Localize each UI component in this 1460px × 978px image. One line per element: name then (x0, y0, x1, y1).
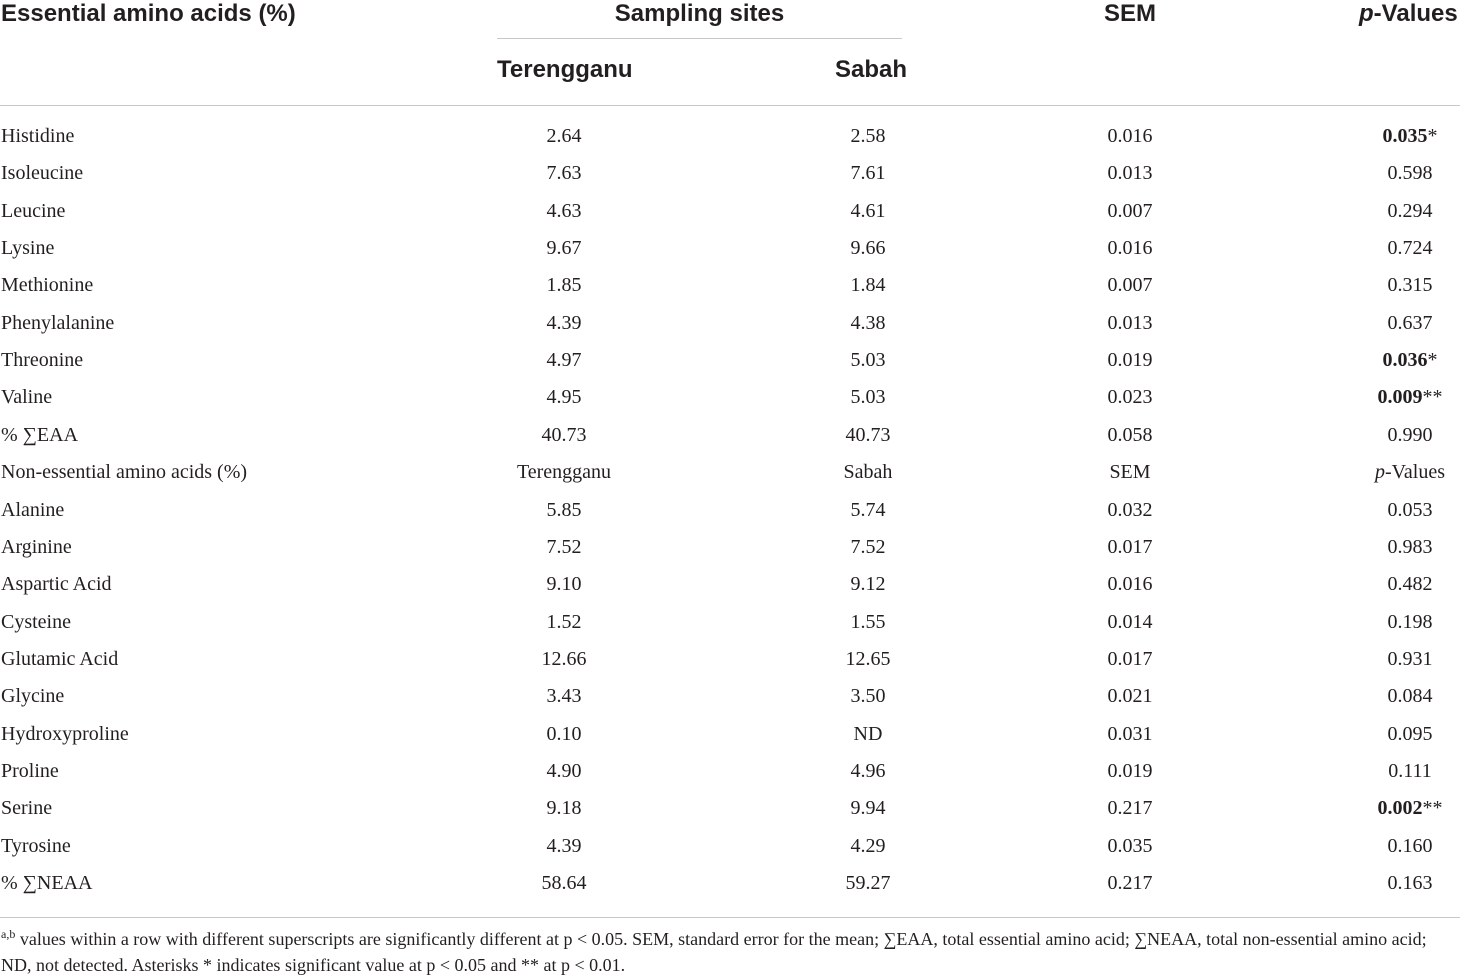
p-values-italic: p (1375, 461, 1385, 484)
sabah-value (768, 865, 968, 902)
terengganu-value (464, 230, 664, 267)
header-terengganu: Terengganu (497, 56, 633, 83)
amino-acid-name (1, 155, 83, 192)
sabah-value (768, 155, 968, 192)
p-value-number: 0.637 (1387, 311, 1433, 334)
sabah-value (768, 604, 968, 641)
p-value-number: 0.084 (1387, 685, 1433, 708)
header-sabah: Sabah (835, 56, 908, 83)
amino-acid-name-value: Glycine (1, 685, 65, 708)
amino-acid-name-value: Phenylalanine (1, 311, 115, 334)
amino-acid-name (1, 828, 71, 865)
amino-acid-name (1, 753, 59, 790)
amino-acid-name (1, 492, 64, 529)
table-row (0, 753, 1460, 790)
p-value-number: 0.036 (1382, 349, 1428, 372)
terengganu-value (464, 379, 664, 416)
table-row (0, 678, 1460, 715)
table-row (0, 118, 1460, 155)
p-value-number: 0.724 (1387, 237, 1433, 260)
footnote-superscript: a,b (1, 927, 16, 941)
sabah-value (768, 267, 968, 304)
terengganu-value (464, 267, 664, 304)
terengganu-value-value: 4.90 (546, 759, 582, 782)
amino-acid-name-value: % ∑NEAA (1, 872, 93, 894)
terengganu-value-value: 2.64 (546, 125, 582, 147)
p-value (1310, 641, 1460, 678)
amino-acid-name-value: Methionine (1, 274, 94, 297)
sabah-value-value: 5.03 (850, 349, 886, 372)
amino-acid-name (1, 118, 74, 155)
sem-value (1030, 865, 1230, 902)
terengganu-value (464, 604, 664, 641)
p-value (1310, 828, 1460, 865)
terengganu-value (464, 566, 664, 603)
table-row (0, 492, 1460, 529)
terengganu-value-value: 0.10 (546, 722, 582, 745)
amino-acid-name-value: % ∑EAA (1, 423, 79, 446)
amino-acid-name (1, 529, 72, 566)
amino-acid-name-value: Leucine (1, 199, 66, 222)
sem-value (1030, 454, 1230, 491)
sem-value-value: 0.013 (1107, 311, 1153, 334)
terengganu-value (464, 828, 664, 865)
table-row (0, 193, 1460, 230)
amino-acid-name (1, 604, 71, 641)
sem-value-value: 0.016 (1107, 125, 1153, 147)
table-row (0, 529, 1460, 566)
amino-acid-name-value: Valine (1, 386, 53, 409)
p-value-number: 0.009 (1377, 386, 1423, 409)
sabah-value-value: 9.66 (850, 237, 886, 260)
sabah-value-value: 5.03 (850, 386, 886, 409)
sabah-value (768, 417, 968, 454)
sabah-value (768, 641, 968, 678)
terengganu-value-value: 7.52 (546, 535, 582, 558)
amino-acid-name (1, 417, 78, 454)
sabah-value (768, 753, 968, 790)
p-value (1310, 155, 1460, 192)
table-row (0, 865, 1460, 902)
terengganu-value-value: 9.10 (546, 573, 582, 596)
sem-value (1030, 155, 1230, 192)
header-sampling-sites: Sampling sites (614, 0, 785, 27)
sem-value (1030, 604, 1230, 641)
p-value-number: 0.163 (1387, 872, 1433, 894)
amino-acid-name-value: Serine (1, 797, 53, 820)
terengganu-value (464, 193, 664, 230)
sabah-value (768, 529, 968, 566)
sabah-value-value: Sabah (843, 461, 893, 484)
sabah-value (768, 678, 968, 715)
sem-value-value: 0.014 (1107, 610, 1153, 633)
p-value (1310, 267, 1460, 304)
amino-acid-name-value: Tyrosine (1, 834, 71, 857)
table-row (0, 604, 1460, 641)
sabah-value-value: 4.61 (850, 199, 886, 222)
p-value (1310, 305, 1460, 342)
amino-acid-name-value: Cysteine (1, 610, 71, 633)
significance-asterisk: * (1427, 349, 1438, 372)
sem-value-value: 0.058 (1107, 423, 1153, 446)
table-row (0, 230, 1460, 267)
p-value (1310, 716, 1460, 753)
sem-value (1030, 379, 1230, 416)
terengganu-value-value: 12.66 (541, 647, 587, 670)
terengganu-value-value: 4.95 (546, 386, 582, 409)
sabah-value-value: 5.74 (850, 498, 886, 521)
sabah-value (768, 492, 968, 529)
terengganu-value (464, 790, 664, 827)
p-value (1310, 492, 1460, 529)
table-bottom-rule (0, 917, 1460, 918)
amino-acid-name-value: Aspartic Acid (1, 573, 112, 596)
p-value-number: 0.482 (1387, 573, 1433, 596)
terengganu-value (464, 342, 664, 379)
sabah-value-value: 1.84 (850, 274, 886, 297)
table-footnote (1, 926, 1459, 978)
sabah-value (768, 193, 968, 230)
amino-acid-name-value: Arginine (1, 535, 72, 558)
sabah-value (768, 566, 968, 603)
sem-value-value: 0.017 (1107, 535, 1153, 558)
terengganu-value-value: 3.43 (546, 685, 582, 708)
p-value (1310, 379, 1460, 416)
sabah-value-value: 2.58 (850, 125, 886, 147)
table-row (0, 155, 1460, 192)
sabah-value (768, 790, 968, 827)
amino-acid-name-value: Alanine (1, 498, 65, 521)
sem-value (1030, 641, 1230, 678)
sem-value-value: 0.021 (1107, 685, 1153, 708)
sem-value (1030, 529, 1230, 566)
sem-value (1030, 492, 1230, 529)
terengganu-value-value: 4.97 (546, 349, 582, 372)
p-value (1310, 790, 1460, 827)
p-value-number: 0.198 (1387, 610, 1433, 633)
amino-acid-name (1, 193, 65, 230)
sabah-value (768, 379, 968, 416)
p-value (1310, 604, 1460, 641)
header-essential-amino-acids: Essential amino acids (%) (1, 0, 296, 27)
sem-value (1030, 417, 1230, 454)
sem-value-value: 0.016 (1107, 237, 1153, 260)
terengganu-value-value: 4.39 (546, 311, 582, 334)
sem-value (1030, 230, 1230, 267)
table-row (0, 342, 1460, 379)
terengganu-value-value: 5.85 (546, 498, 582, 521)
p-value-number: 0.095 (1387, 722, 1433, 745)
terengganu-value (464, 753, 664, 790)
amino-acid-name-value: Non-essential amino acids (%) (1, 461, 248, 484)
sem-value-value: 0.023 (1107, 386, 1153, 409)
sabah-value-value: 4.38 (850, 311, 886, 334)
table-row (0, 828, 1460, 865)
terengganu-value (464, 678, 664, 715)
amino-acid-name-value: Threonine (1, 349, 84, 372)
table-row (0, 641, 1460, 678)
terengganu-value-value: 9.18 (546, 797, 582, 820)
p-value (1310, 230, 1460, 267)
table-row (0, 716, 1460, 753)
sem-value-value: 0.007 (1107, 199, 1153, 222)
sabah-value-value: 12.65 (845, 647, 891, 670)
terengganu-value (464, 417, 664, 454)
sabah-value-value: 9.12 (850, 573, 886, 596)
sem-value-value: 0.019 (1107, 759, 1153, 782)
p-value (1310, 193, 1460, 230)
p-value-number: 0.035 (1382, 125, 1428, 147)
sem-value (1030, 790, 1230, 827)
terengganu-value-value: 4.63 (546, 199, 582, 222)
terengganu-value (464, 529, 664, 566)
sem-value-value: 0.017 (1107, 647, 1153, 670)
terengganu-value (464, 118, 664, 155)
sabah-value (768, 305, 968, 342)
header-bottom-rule (0, 105, 1460, 106)
sem-value-value: SEM (1109, 461, 1151, 484)
amino-acid-name (1, 716, 129, 753)
amino-acid-name (1, 379, 52, 416)
p-value-number: 0.053 (1387, 498, 1433, 521)
p-value-number: 0.598 (1387, 162, 1433, 185)
terengganu-value-value: 9.67 (546, 237, 582, 260)
p-value (1310, 566, 1460, 603)
terengganu-value-value: 7.63 (546, 162, 582, 185)
p-value-number: 0.160 (1387, 834, 1433, 857)
p-value (1310, 454, 1460, 491)
sabah-value (768, 230, 968, 267)
sem-value (1030, 753, 1230, 790)
terengganu-value-value: 40.73 (541, 423, 587, 446)
sabah-value-value: 4.96 (850, 759, 886, 782)
header-p-values: p-Values (1359, 0, 1458, 27)
amino-acid-name (1, 790, 52, 827)
table-row (0, 566, 1460, 603)
sabah-value (768, 828, 968, 865)
significance-asterisk: ** (1422, 386, 1443, 409)
table-row (0, 305, 1460, 342)
amino-acid-name-value: Glutamic Acid (1, 647, 119, 670)
table-row (0, 417, 1460, 454)
sabah-value-value: 1.55 (850, 610, 886, 633)
sampling-sites-rule (497, 38, 902, 39)
sabah-value-value: 4.29 (850, 834, 886, 857)
sem-value-value: 0.035 (1107, 834, 1153, 857)
sabah-value (768, 118, 968, 155)
terengganu-value (464, 492, 664, 529)
table-row (0, 379, 1460, 416)
p-value-number: 0.294 (1387, 199, 1433, 222)
sem-value (1030, 828, 1230, 865)
sabah-value (768, 342, 968, 379)
terengganu-value (464, 716, 664, 753)
sabah-value-value: 40.73 (845, 423, 891, 446)
amino-acid-name-value: Proline (1, 759, 59, 782)
amino-acid-name-value: Isoleucine (1, 162, 84, 185)
sabah-value-value: ND (853, 722, 883, 745)
sem-value-value: 0.217 (1107, 797, 1153, 820)
amino-acid-name (1, 566, 112, 603)
p-value (1310, 529, 1460, 566)
table-row (0, 267, 1460, 304)
table-row (0, 790, 1460, 827)
amino-acid-name-value: Lysine (1, 237, 55, 260)
amino-acid-name (1, 678, 64, 715)
sem-value-value: 0.032 (1107, 498, 1153, 521)
p-value-number: 0.983 (1387, 535, 1433, 558)
significance-asterisk: ** (1422, 797, 1443, 820)
p-value (1310, 865, 1460, 902)
sem-value-value: 0.031 (1107, 722, 1153, 745)
amino-acid-name (1, 342, 83, 379)
p-value (1310, 118, 1460, 155)
table-row (0, 454, 1460, 491)
p-value (1310, 678, 1460, 715)
sabah-value-value: 59.27 (845, 872, 891, 894)
sem-value (1030, 118, 1230, 155)
amino-acid-name-value: Histidine (1, 125, 75, 147)
amino-acid-name (1, 454, 247, 491)
p-values-label: -Values (1385, 461, 1445, 484)
p-value (1310, 342, 1460, 379)
sabah-value (768, 716, 968, 753)
footnote-text: values within a row with different superscripts are significantly different at p < 0.05. SEM, standard error for the mean; ∑EAA, total essential amino acid; ∑NEAA, total non-essential amino acid; ND, not detected. Asterisks * indicates significant value at p < 0.05 and ** at p < 0.01. (1, 929, 1427, 975)
sem-value-value: 0.019 (1107, 349, 1153, 372)
terengganu-value (464, 155, 664, 192)
sem-value-value: 0.016 (1107, 573, 1153, 596)
p-value-number: 0.315 (1387, 274, 1433, 297)
sabah-value-value: 7.61 (850, 162, 886, 185)
p-value-number: 0.002 (1377, 797, 1423, 820)
amino-acid-name-value: Hydroxyproline (1, 722, 129, 745)
sabah-value-value: 7.52 (850, 535, 886, 558)
sem-value (1030, 305, 1230, 342)
sem-value-value: 0.217 (1107, 872, 1153, 894)
sem-value (1030, 566, 1230, 603)
sabah-value-value: 9.94 (850, 797, 886, 820)
p-value-number: 0.931 (1387, 647, 1433, 670)
p-value (1310, 417, 1460, 454)
terengganu-value (464, 641, 664, 678)
amino-acid-name (1, 865, 92, 902)
header-sem: SEM (1104, 0, 1157, 27)
amino-acid-name (1, 305, 114, 342)
terengganu-value (464, 454, 664, 491)
p-value-number: 0.111 (1388, 759, 1432, 782)
terengganu-value-value: 1.52 (546, 610, 582, 633)
terengganu-value-value: 1.85 (546, 274, 582, 297)
sem-value-value: 0.013 (1107, 162, 1153, 185)
p-value-number: 0.990 (1387, 423, 1433, 446)
amino-acid-name (1, 267, 93, 304)
sem-value (1030, 716, 1230, 753)
p-value (1310, 753, 1460, 790)
terengganu-value (464, 865, 664, 902)
significance-asterisk: * (1427, 125, 1438, 147)
sabah-value (768, 454, 968, 491)
terengganu-value (464, 305, 664, 342)
sem-value (1030, 342, 1230, 379)
amino-acid-name (1, 230, 54, 267)
terengganu-value-value: 58.64 (541, 872, 587, 894)
sabah-value-value: 3.50 (850, 685, 886, 708)
amino-acid-name (1, 641, 118, 678)
terengganu-value-value: Terengganu (516, 461, 612, 484)
sem-value (1030, 193, 1230, 230)
sem-value-value: 0.007 (1107, 274, 1153, 297)
sem-value (1030, 678, 1230, 715)
terengganu-value-value: 4.39 (546, 834, 582, 857)
sem-value (1030, 267, 1230, 304)
